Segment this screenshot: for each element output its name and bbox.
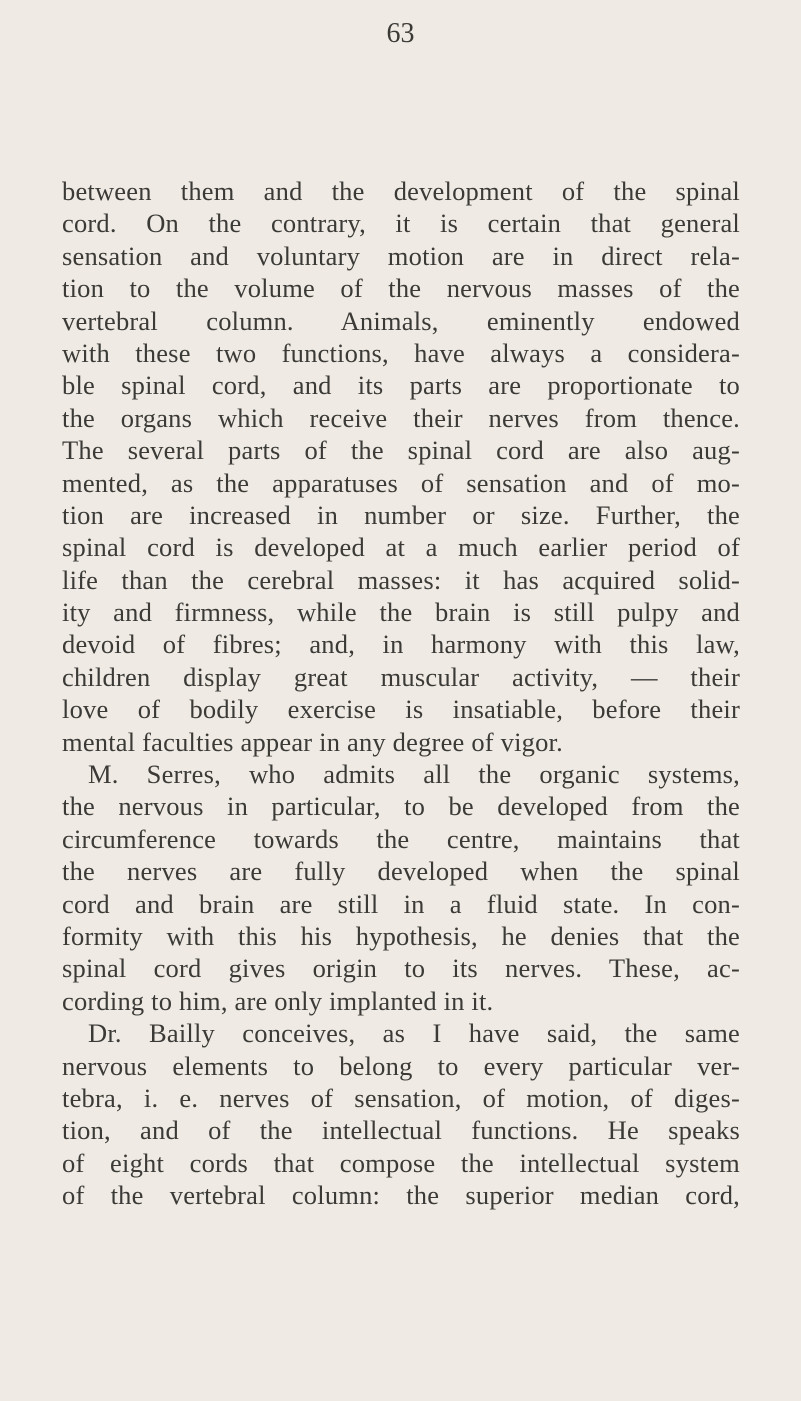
text-line: cord and brain are still in a fluid state. In con- [62, 888, 740, 919]
text-line: spinal cord gives origin to its nerves. These, ac- [62, 953, 740, 984]
text-line: cording to him, are only implanted in it. [62, 985, 494, 1016]
text-line: M. Serres, who admits all the organic systems, [88, 759, 740, 790]
text-line: with these two functions, have always a considera- [62, 337, 740, 368]
text-line: of eight cords that compose the intellectual system [62, 1147, 740, 1178]
text-line: tion to the volume of the nervous masses of the [62, 273, 740, 304]
body-text [62, 175, 740, 1212]
text-line: circumference towards the centre, maintains that [62, 823, 740, 854]
text-line: love of bodily exercise is insatiable, before their [62, 694, 740, 725]
text-line: spinal cord is developed at a much earlier period of [62, 532, 740, 563]
text-line: children display great muscular activity, — their [62, 661, 740, 692]
text-line: The several parts of the spinal cord are also aug- [62, 435, 740, 466]
text-line: sensation and voluntary motion are in direct rela- [62, 240, 740, 271]
text-line: life than the cerebral masses: it has acquired solid- [62, 564, 740, 595]
text-line: the nerves are fully developed when the spinal [62, 856, 740, 887]
text-line: tion are increased in number or size. Further, the [62, 499, 740, 530]
text-line: tebra, i. e. nerves of sensation, of motion, of diges- [62, 1082, 740, 1113]
text-line: tion, and of the intellectual functions. He speaks [62, 1115, 740, 1146]
text-line: vertebral column. Animals, eminently endowed [62, 305, 740, 336]
text-line: mental faculties appear in any degree of vigor. [62, 726, 563, 757]
text-line: formity with this his hypothesis, he denies that the [62, 920, 740, 951]
text-line: mented, as the apparatuses of sensation and of mo- [62, 467, 740, 498]
text-line: the organs which receive their nerves from thence. [62, 402, 740, 433]
page-number: 63 [386, 18, 415, 49]
text-line: between them and the development of the spinal [62, 176, 740, 206]
text-line: nervous elements to belong to every particular ver- [62, 1050, 740, 1081]
text-line: of the vertebral column: the superior median cord, [62, 1180, 740, 1211]
text-line: ble spinal cord, and its parts are proportionate to [62, 370, 740, 401]
text-line: devoid of fibres; and, in harmony with this law, [62, 629, 740, 660]
text-line: ity and firmness, while the brain is still pulpy and [62, 597, 740, 628]
text-line: cord. On the contrary, it is certain that general [62, 208, 740, 239]
text-line: the nervous in particular, to be developed from the [62, 791, 740, 822]
text-line: Dr. Bailly conceives, as I have said, the same [88, 1018, 740, 1049]
